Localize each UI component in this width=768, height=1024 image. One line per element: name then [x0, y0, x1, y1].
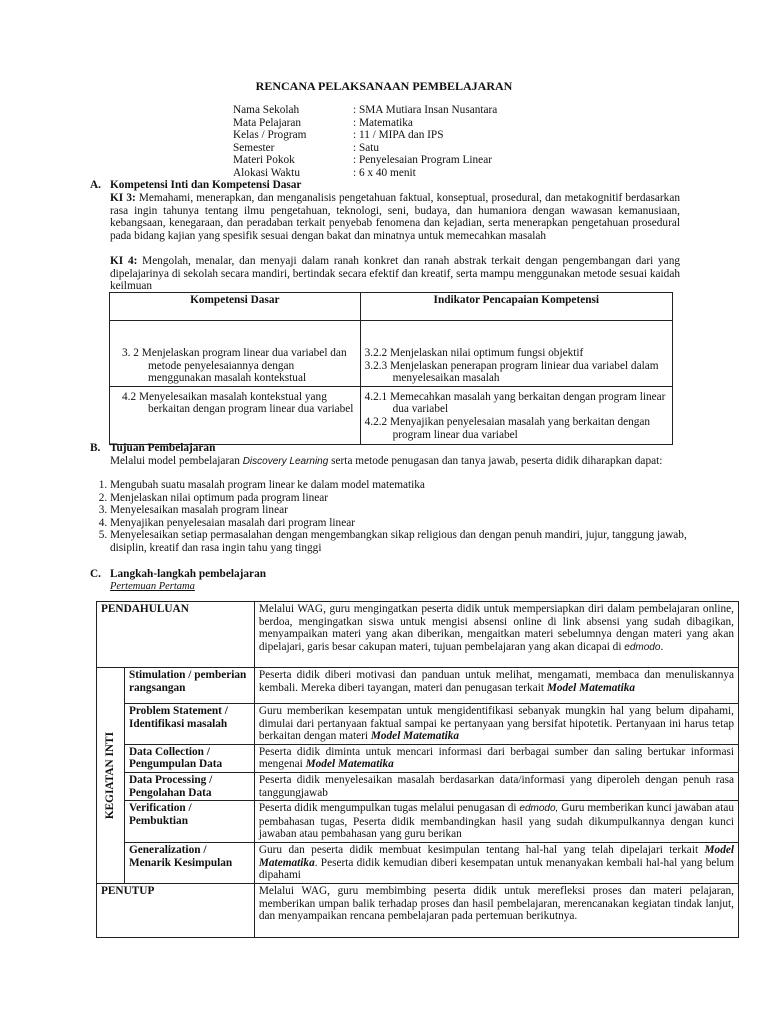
step-emphasis: edmodo,	[519, 803, 559, 815]
objective-item: 5. Menyelesaikan setiap permasalahan dengan mengembangkan sikap religious dan dengan penuh mandiri, jujur, tanggung jawab, disiplin, kreatif dan rasa ingin tahu yang tinggi	[110, 529, 710, 554]
identity-block	[233, 104, 497, 179]
identity-label: Semester	[233, 141, 275, 154]
section-a-heading: Kompetensi Inti dan Kompetensi Dasar	[110, 179, 302, 191]
ki3-label: KI 3:	[110, 192, 136, 204]
pendahuluan-body: Melalui WAG, guru mengingatkan peserta didik untuk mempersiapkan diri dalam pembelajaran online, berdoa, mengingatkan siswa untuk mengisi absensi online di link absensi yang sudah dibagikan, menyampaikan materi yang akan diberikan, mengaitkan materi sebelumnya dengan materi yang akan dipelajari, garis besar cakupan materi, tujuan pembelajaran yang akan dicapai di	[258, 603, 734, 653]
identity-row	[233, 117, 497, 130]
competency-table	[109, 292, 673, 445]
identity-value: : Satu	[353, 141, 380, 154]
objective-item: 1. Mengubah suatu masalah program linear ke dalam model matematika	[110, 479, 710, 492]
identity-row	[233, 142, 497, 155]
objective-intro-text: Melalui model pembelajaran	[110, 455, 243, 467]
kegiatan-step-row	[97, 843, 739, 884]
identity-row	[233, 167, 497, 180]
identity-row	[233, 129, 497, 142]
step-description	[254, 843, 738, 884]
step-name: Stimulation / pemberian rangsangan	[124, 668, 254, 704]
kegiatan-step-row	[97, 668, 739, 704]
competency-row	[110, 321, 673, 387]
step-text: Peserta didik menyelesaikan masalah berdasarkan data/informasi yang diperoleh dengan penuh rasa tanggungjawab	[258, 773, 734, 799]
step-emphasis: Model Matematika	[258, 844, 734, 869]
penutup-text: Melalui WAG, guru membimbing peserta didik untuk merefleksi proses dan materi pelajaran, memberikan umpan balik terhadap proses dan hasil pembelajaran, merencanakan kegiatan tindak lanjut, dan menyampaikan rencana pembelajaran pada pertemuan berikutnya.	[254, 883, 738, 937]
pendahuluan-end: .	[660, 640, 664, 653]
ipk-item: 4.2.1 Memecahkan masalah yang berkaitan dengan program linear dua variabel	[364, 390, 666, 416]
document-title: RENCANA PELAKSANAAN PEMBELAJARAN	[255, 79, 513, 93]
identity-row	[233, 154, 497, 167]
objective-intro-text-end: serta metode penugasan dan tanya jawab, peserta didik diharapkan dapat:	[328, 455, 663, 467]
step-name: Data Processing / Pengolahan Data	[124, 772, 254, 800]
identity-value: : SMA Mutiara Insan Nusantara	[353, 104, 498, 116]
ki3-text: Memahami, menerapkan, dan menganalisis pengetahuan faktual, konseptual, prosedural, dan metakognitif berdasarkan rasa ingin tahunya tentang ilmu pengetahuan, teknologi, seni, budaya, dan humaniora dengan wawasan kemanusiaan, kebangsaan, kenegaraan, dan peradaban terkait penyebab fenomena dan kejadian, serta menerapkan pengetahuan prosedural pada bidang kajian yang spesifik sesuai dengan bakat dan minatnya untuk memecahkan masalah	[110, 192, 680, 242]
objective-item: 3. Menyelesaikan masalah program linear	[110, 504, 710, 517]
step-emphasis: Model Matematika	[305, 758, 394, 771]
kd-cell: 3. 2 Menjelaskan program linear dua variabel dan metode penyelesaiannya dengan menggunakan masalah kontekstual	[122, 347, 347, 385]
step-text-end: . Peserta didik kemudian diberi kesempatan untuk menanyakan kembali hal-hal yang belum dipahami	[258, 856, 734, 882]
step-text: Guru dan peserta didik membuat kesimpulan tentang hal-hal yang telah dipelajari terkait	[258, 844, 705, 857]
kegiatan-step-row	[97, 744, 739, 772]
ki4-label: KI 4:	[110, 255, 138, 267]
meeting-label: Pertemuan Pertama	[110, 581, 195, 592]
step-text: Peserta didik mengumpulkan tugas melalui penugasan di	[258, 802, 520, 815]
ipk-item: 3.2.2 Menjelaskan nilai optimum fungsi objektif	[364, 347, 584, 359]
section-a-letter: A.	[90, 179, 101, 191]
section-b-heading: Tujuan Pembelajaran	[110, 442, 216, 454]
step-description	[254, 772, 738, 800]
kegiatan-inti-label: KEGIATAN INTI	[104, 731, 117, 820]
step-name: Data Collection / Pengumpulan Data	[124, 744, 254, 772]
ki4-text: Mengolah, menalar, dan menyaji dalam ranah konkret dan ranah abstrak terkait dengan pengembangan dari yang dipelajarinya di sekolah secara mandiri, bertindak secara efektif dan kreatif, serta mampu menggunakan metode sesuai kaidah keilmuan	[110, 255, 680, 293]
identity-label: Mata Pelajaran	[233, 116, 302, 129]
kd-header: Kompetensi Dasar	[110, 293, 361, 321]
learning-model: Discovery Learning	[242, 456, 329, 467]
kegiatan-step-row	[97, 801, 739, 843]
identity-value: : 11 / MIPA dan IPS	[353, 129, 444, 141]
objective-list	[85, 479, 710, 555]
objective-item: 4. Menyajikan penyelesaian masalah dari program linear	[110, 517, 710, 530]
ipk-item: 3.2.3 Menjelaskan penerapan program liniear dua variabel dalam menyelesaikan masalah	[364, 359, 659, 385]
identity-value: : Penyelesaian Program Linear	[353, 154, 492, 166]
platform-name: edmodo	[624, 641, 661, 653]
competency-row	[110, 386, 673, 444]
objective-intro	[110, 455, 685, 469]
identity-label: Alokasi Waktu	[233, 166, 300, 179]
identity-label: Nama Sekolah	[233, 104, 300, 116]
step-description	[254, 801, 738, 843]
identity-label: Kelas / Program	[233, 129, 307, 141]
step-description	[254, 704, 738, 745]
objective-item: 2. Menjelaskan nilai optimum pada program linear	[110, 492, 710, 505]
section-b-letter: B.	[90, 442, 101, 454]
identity-value: : Matematika	[353, 116, 413, 129]
kegiatan-step-row	[97, 772, 739, 800]
steps-table	[96, 601, 739, 938]
ki3-paragraph	[110, 192, 680, 242]
step-description	[254, 744, 738, 772]
identity-value: : 6 x 40 menit	[353, 166, 416, 179]
identity-label: Materi Pokok	[233, 154, 295, 166]
identity-row	[233, 104, 497, 117]
kegiatan-step-row	[97, 704, 739, 745]
section-c-letter: C.	[90, 568, 101, 580]
penutup-label: PENUTUP	[97, 883, 255, 937]
step-name: Verification / Pembuktian	[124, 801, 254, 843]
pendahuluan-row	[97, 602, 739, 668]
step-text: Peserta didik diminta untuk mencari informasi dari berbagai sumber dan saling bertukar informasi mengenai	[258, 745, 734, 771]
step-text: Peserta didik diberi motivasi dan panduan untuk melihat, mengamati, membaca dan menuliskannya kembali. Mereka diberi tayangan, materi dan penugasan terkait	[258, 669, 734, 694]
kd-cell: 4.2 Menyelesaikan masalah kontekstual yang berkaitan dengan program linear dua variabel	[122, 390, 354, 416]
pendahuluan-label: PENDAHULUAN	[97, 602, 255, 668]
step-text-end: Guru memberikan kunci jawaban atau pembahasan tugas, Peserta didik membandingkan hasil yang sudah dikumpulkannya dengan kunci jawaban atau pembahasan yang guru berikan	[258, 802, 734, 841]
ki4-paragraph	[110, 255, 680, 293]
pendahuluan-text	[254, 602, 738, 668]
ipk-header: Indikator Pencapaian Kompetensi	[360, 293, 672, 321]
ipk-item: 4.2.2 Menyajikan penyelesaian masalah yang berkaitan dengan program linear dua variabel	[364, 415, 651, 441]
section-c-heading: Langkah-langkah pembelajaran	[110, 568, 266, 580]
penutup-row	[97, 883, 739, 937]
step-emphasis: Model Matematika	[546, 681, 636, 694]
step-emphasis: Model Matematika	[370, 730, 460, 743]
step-description	[254, 668, 738, 704]
step-name: Problem Statement / Identifikasi masalah	[124, 704, 254, 745]
step-text: Guru memberikan kesempatan untuk mengidentifikasi sebanyak mungkin hal yang belum dipahami, dimulai dari pertanyaan faktual sampai ke pertanyaan yang bersifat hipotetik. Pertanyaan ini harus tetap berkaitan dengan materi	[258, 705, 734, 743]
step-name: Generalization / Menarik Kesimpulan	[124, 843, 254, 884]
